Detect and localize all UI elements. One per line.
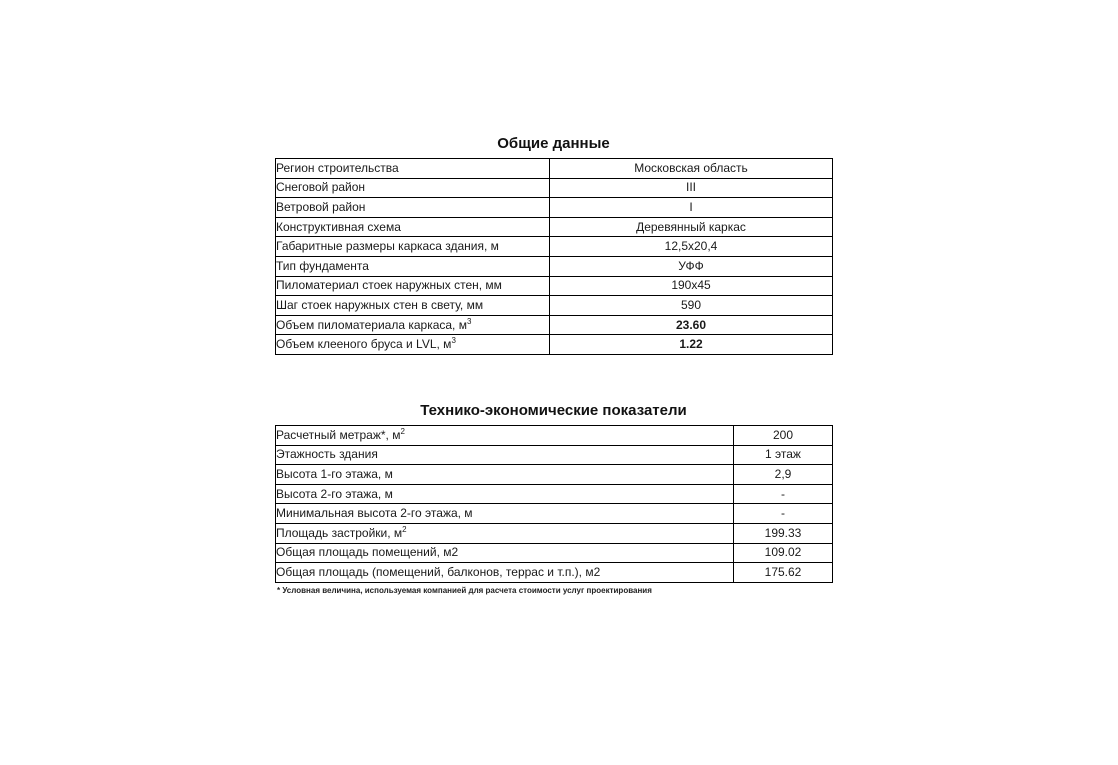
table-row [276, 543, 833, 563]
row-label: Расчетный метраж*, $м^2$ [276, 425, 734, 445]
table-row [276, 523, 833, 543]
row-label: Общая площадь (помещений, балконов, террас и т.п.), м2 [276, 563, 734, 583]
row-value: Деревянный каркас [550, 217, 833, 237]
row-label: Общая площадь помещений, м2 [276, 543, 734, 563]
general-table-title: Общие данные [497, 135, 610, 152]
row-label: Высота 1-го этажа, м [276, 465, 734, 485]
table-row [276, 315, 833, 335]
row-value: 12,5x20,4 [550, 237, 833, 257]
superscript: 3 [466, 316, 472, 326]
row-label: Шаг стоек наружных стен в свету, мм [276, 296, 550, 316]
table-row [276, 296, 833, 316]
row-value: 109.02 [734, 543, 833, 563]
row-value: Московская область [550, 159, 833, 179]
row-value: - [734, 504, 833, 524]
table-row [276, 217, 833, 237]
table-row [276, 178, 833, 198]
row-label: Ветровой район [276, 198, 550, 218]
footnote: * Условная величина, используемая компанией для расчета стоимости услуг проектирования [277, 585, 652, 595]
row-value: 190x45 [550, 276, 833, 296]
row-value: 1 этаж [734, 445, 833, 465]
row-value: УФФ [550, 256, 833, 276]
row-value: I [550, 198, 833, 218]
tech-indicators-section [275, 403, 832, 596]
row-label: Объем клееного бруса и LVL, $м^3$ [276, 335, 550, 355]
tech-table-title: Технико-экономические показатели [420, 401, 687, 419]
row-value: 1.22 [550, 335, 833, 355]
row-label: Объем пиломатериала каркаса, $м^3$ [276, 315, 550, 335]
row-label: Конструктивная схема [276, 217, 550, 237]
row-label: Высота 2-го этажа, м [276, 484, 734, 504]
row-value: - [734, 484, 833, 504]
row-label: Этажность здания [276, 445, 734, 465]
row-value: 590 [550, 296, 833, 316]
superscript: 3 [451, 336, 456, 346]
table-row [276, 563, 833, 583]
row-label: Пиломатериал стоек наружных стен, мм [276, 276, 550, 296]
table-row [276, 335, 833, 355]
table-row [276, 237, 833, 257]
row-label: Снеговой район [276, 178, 550, 198]
row-label: Минимальная высота 2-го этажа, м [276, 504, 734, 524]
row-value: 2,9 [734, 465, 833, 485]
row-label: Площадь застройки, $м^2$ [276, 523, 734, 543]
row-value: 200 [734, 425, 833, 445]
table-row [276, 159, 833, 179]
general-data-section [275, 136, 832, 355]
table-row [276, 445, 833, 465]
report-content [275, 136, 832, 596]
table-row [276, 256, 833, 276]
row-label: Габаритные размеры каркаса здания, м [276, 237, 550, 257]
table-row [276, 484, 833, 504]
row-value: 199.33 [734, 523, 833, 543]
table-row [276, 425, 833, 445]
table-row [276, 504, 833, 524]
superscript: 2 [400, 426, 405, 436]
row-value: III [550, 178, 833, 198]
superscript: 2 [402, 524, 407, 534]
general-data-table [275, 158, 833, 355]
table-row [276, 276, 833, 296]
row-value: 23.60 [550, 315, 833, 335]
row-label: Регион строительства [276, 159, 550, 179]
table-row [276, 198, 833, 218]
tech-indicators-table [275, 425, 833, 583]
row-value: 175.62 [734, 563, 833, 583]
table-row [276, 465, 833, 485]
row-label: Тип фундамента [276, 256, 550, 276]
